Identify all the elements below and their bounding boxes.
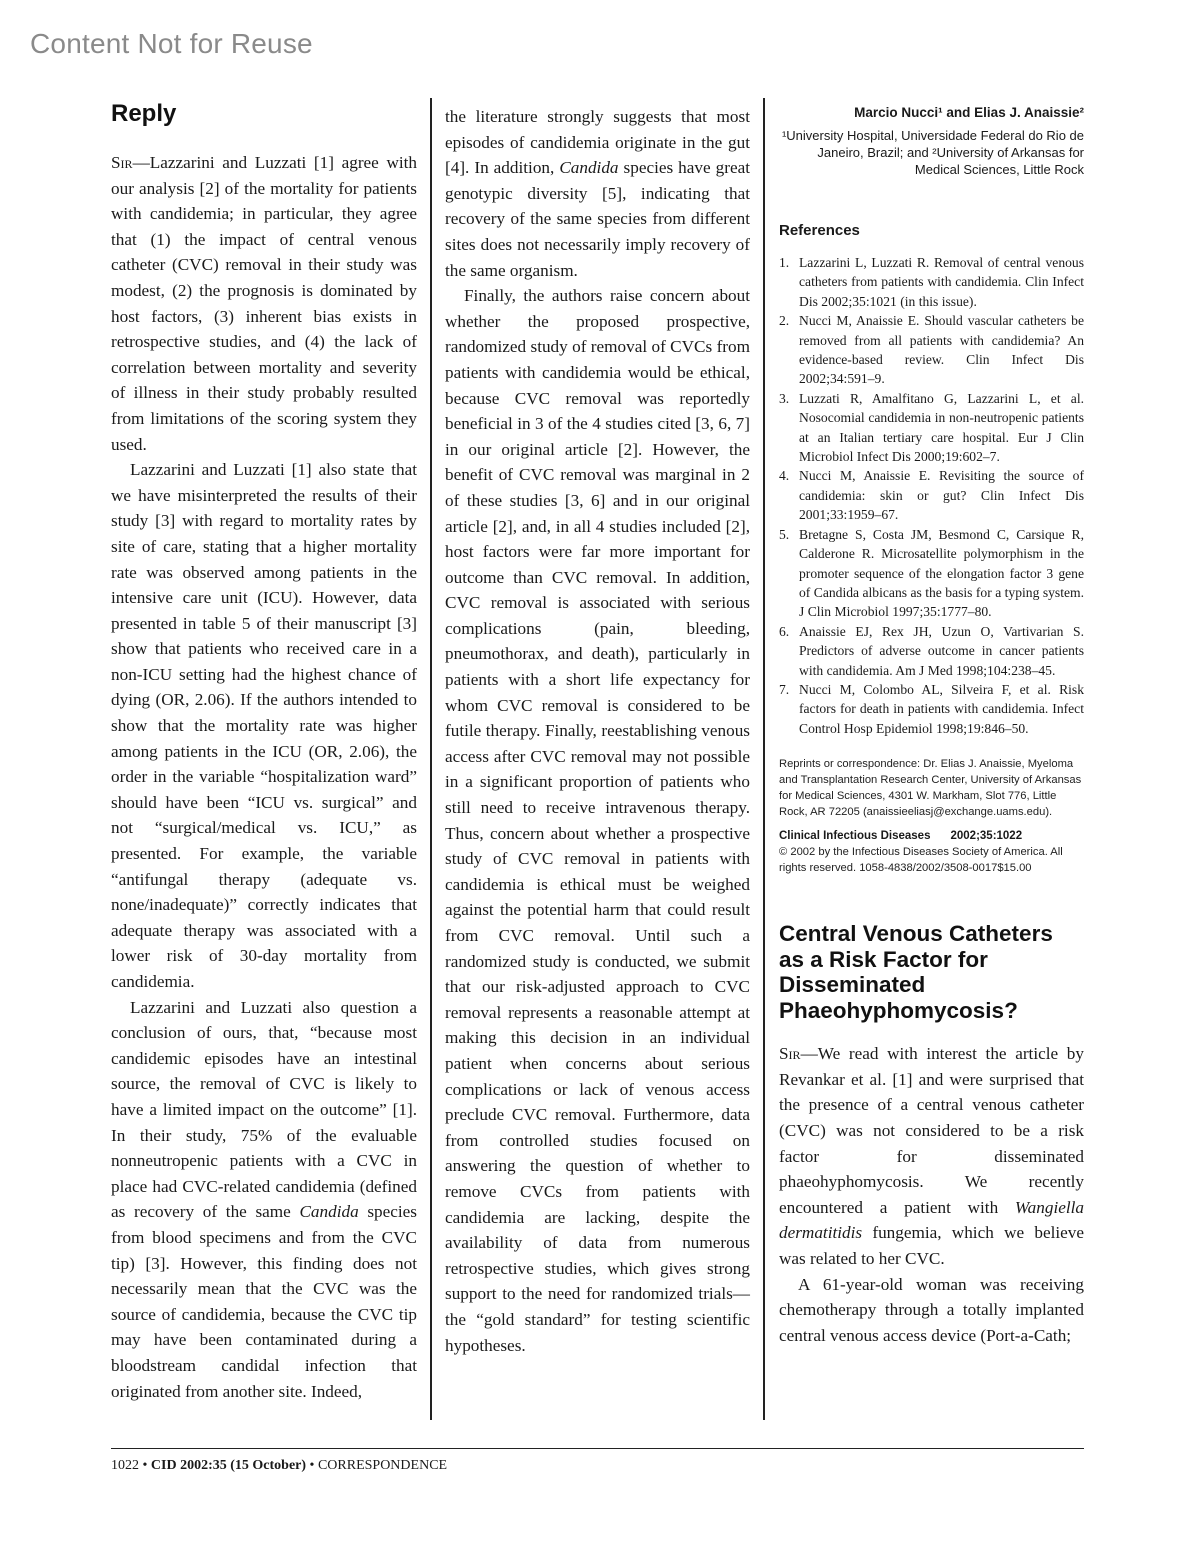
reply-paragraph-3-cont: [445, 104, 750, 283]
reply-paragraph-1: [111, 150, 417, 457]
reference-number: 1.: [779, 255, 790, 270]
reprints-note: Reprints or correspondence: Dr. Elias J. Anaissie, Myeloma and Transplantation Research Center, University of Arkansas for Medical Sciences, 4301 W. Markham, Slot 776, Little Rock, AR 72205 (anaissieeliasj@exchange.uams.edu).: [779, 758, 1082, 819]
watermark: Content Not for Reuse: [30, 28, 313, 59]
column-divider: [763, 98, 765, 1420]
reference-item: [779, 466, 1084, 524]
paragraph-text: —We read with interest the article by Revankar et al. [1] and were surprised that the presence of a central venous catheter (CVC) was not considered to be a risk factor for disseminated phaeohyphomycosis. We recently encountered a patient with: [779, 1044, 1084, 1217]
reference-item: [779, 253, 1084, 311]
paragraph-text: —Lazzarini and Luzzati [1] agree with our analysis [2] of the mortality for patients with candidemia; in particular, they agree that (1) the impact of central venous catheter (CVC) removal in their study was modest, (2) the prognosis is dominated by host factors, (3) inherent bias exists in retrospective studies, and (4) the lack of correlation between mortality and severity of illness in their study probably resulted from limitations of the scoring system they used.: [111, 153, 417, 454]
author-block: [779, 104, 1084, 178]
references-list: [779, 253, 1084, 738]
italic-term: Candida: [559, 158, 619, 178]
page-number: 1022: [111, 1458, 139, 1473]
reference-text: Bretagne S, Costa JM, Besmond C, Carsique R, Calderone R. Microsatellite polymorphism in the promoter sequence of the elongation factor 3 gene of Candida albicans as the basis for a typing system. J Clin Microbiol 1997;35:1777–80.: [799, 526, 1084, 620]
reference-text: Lazzarini L, Luzzati R. Removal of central venous catheters from patients with candidemia. Clin Infect Dis 2002;35:1021 (in this issue).: [799, 255, 1084, 309]
reply-paragraph-4: Finally, the authors raise concern about whether the proposed prospective, randomized study of removal of CVCs from patients with candidemia would be ethical, because CVC removal was reportedly beneficial in 3 of the 4 studies cited [3, 6, 7] in our original article [2]. However, the benefit of CVC removal was marginal in 2 of these studies [3, 6] and in our original article [2], and, in all 4 studies included [2], host factors were far more important for outcome than CVC removal. In addition, CVC removal is associated with serious complications (pain, bleeding, pneumothorax, and death), particularly in patients with a short life expectancy for whom CVC removal is considered to be futile therapy. Finally, reestablishing venous access after CVC removal may not possible in a significant proportion of patients who still need to receive intravenous therapy. Thus, concern about whether a prospective study of CVC removal in patients with candidemia is ethical must be weighed against the potential harm that could result from CVC removal. Until such a randomized study is conducted, we submit that our risk-adjusted approach to CVC removal represents a reasonable attempt at making this decision in an individual patient when concerns about serious complications or lack of venous access preclude CVC removal. Furthermore, data from controlled studies focused on answering the question of whether to remove CVCs from patients with candidemia are lacking, despite the availability of data from numerous retrospective studies, which gives strong support to the need for randomized trials—the “gold standard” for testing scientific hypotheses.: [445, 286, 750, 1355]
salutation: Sir: [111, 153, 133, 172]
reference-item: [779, 622, 1084, 680]
paragraph-text: the literature strongly suggests that most episodes of candidemia originate in the gut [4]. In addition,: [445, 107, 750, 178]
author-names: Marcio Nucci¹ and Elias J. Anaissie²: [854, 105, 1084, 120]
page-footer: 1022 • CID 2002:35 (15 October) • CORRESPONDENCE: [111, 1458, 448, 1473]
reference-text: Anaissie EJ, Rex JH, Uzun O, Vartivarian S. Predictors of adverse outcome in cancer patients with candidemia. Am J Med 1998;104:238–45.: [799, 623, 1084, 678]
reference-number: 3.: [779, 390, 790, 406]
reply-column-1: [111, 100, 417, 1404]
paragraph-text: fungemia, which we believe was related to her CVC.: [779, 1223, 1084, 1268]
footer-rule: [111, 1448, 1084, 1449]
reference-item: [779, 311, 1084, 389]
article2-paragraph-2: A 61-year-old woman was receiving chemotherapy through a totally implanted central venous access device (Port-a-Cath;: [779, 1274, 1084, 1345]
article2-title: Central Venous Catheters as a Risk Factor for Disseminated Phaeohyphomycosis?: [779, 921, 1053, 1023]
reply-paragraph-3: [111, 995, 417, 1405]
footer-section: CORRESPONDENCE: [317, 1458, 448, 1473]
reference-item: [779, 389, 1084, 467]
paragraph-text: species from blood specimens and from the CVC tip) [3]. However, this finding does not necessarily mean that the CVC was the source of candidemia, because the CVC tip may have been contaminated during a bloodstream candidal infection that originated from another site. Indeed,: [111, 1202, 417, 1401]
paragraph-text: Lazzarini and Luzzati also question a conclusion of ours, that, “because most candidemic episodes have an intestinal source, the removal of CVC is likely to have a limited impact on the outcome” [1]. In their study, 75% of the evaluable nonneutropenic patients with a CVC in place had CVC-related candidemia (defined as recovery of the same: [111, 997, 417, 1222]
reply-column-3: [779, 104, 1084, 1348]
reply-title: Reply: [111, 100, 177, 127]
reference-number: 7.: [779, 681, 790, 697]
author-affiliations: ¹University Hospital, Universidade Federal do Rio de Janeiro, Brazil; and ²University of Arkansas for Medical Sciences, Little Rock: [781, 128, 1084, 177]
reference-text: Nucci M, Anaissie E. Should vascular catheters be removed from all patients with candidemia? An evidence-based review. Clin Infect Dis 2002;34:591–9.: [799, 313, 1084, 387]
footer-journal: CID 2002:35 (15 October): [150, 1458, 307, 1473]
paragraph-text: species have great genotypic diversity [5], indicating that recovery of the same species from different sites does not necessarily imply recovery of the same organism.: [445, 158, 750, 280]
reference-text: Nucci M, Anaissie E. Revisiting the source of candidemia: skin or gut? Clin Infect Dis 2001;33:1959–67.: [799, 468, 1084, 523]
reference-number: 5.: [779, 526, 790, 542]
article2-body: [779, 1041, 1084, 1348]
reference-item: [779, 525, 1084, 622]
reply-column-2: [445, 104, 750, 1358]
salutation: Sir: [779, 1044, 801, 1064]
column-divider: [430, 98, 432, 1420]
italic-term: Candida: [299, 1202, 359, 1222]
reply-paragraph-2: Lazzarini and Luzzati [1] also state that we have misinterpreted the results of their study [3] with regard to mortality rates by site of care, stating that a higher mortality rate was observed among patients in the intensive care unit (ICU). However, data presented in table 5 of their manuscript [3] show that patients who received care in a non-ICU setting had the highest chance of dying (OR, 2.06). If the authors intended to show that the mortality rate was higher among patients in the ICU (OR, 2.06), the order in the variable “hospitalization ward” should have been “ICU vs. surgical” and not “surgical/medical vs. ICU,” as presented. For example, the variable “antifungal therapy (adequate vs. none/inadequate)” correctly indicates that adequate therapy was associated with a lower risk of 30-day mortality from candidemia.: [111, 460, 417, 991]
reference-text: Nucci M, Colombo AL, Silveira F, et al. Risk factors for death in patients with candidemia. Infect Control Hosp Epidemiol 1998;19:846–50.: [799, 681, 1084, 736]
journal-citation: [779, 830, 1084, 842]
reference-text: Luzzati R, Amalfitano G, Lazzarini L, et al. Nosocomial candidemia in non-neutropenic patients at an Italian tertiary care hospital. Eur J Clin Microbiol Infect Dis 2000;19:602–7.: [799, 390, 1084, 465]
reference-number: 2.: [779, 313, 790, 329]
article2-paragraph-1: [779, 1041, 1084, 1271]
italic-term: Wangiella dermatitidis: [779, 1197, 1084, 1243]
reference-number: 6.: [779, 623, 790, 639]
journal-name: Clinical Infectious Diseases: [779, 830, 931, 843]
copyright-note: © 2002 by the Infectious Diseases Society of America. All rights reserved. 1058-4838/2002/3508-0017$15.00: [779, 846, 1063, 875]
reference-item: [779, 680, 1084, 738]
references-title: References: [779, 222, 860, 239]
reference-number: 4.: [779, 468, 790, 484]
journal-cite: 2002;35:1022: [950, 830, 1023, 843]
